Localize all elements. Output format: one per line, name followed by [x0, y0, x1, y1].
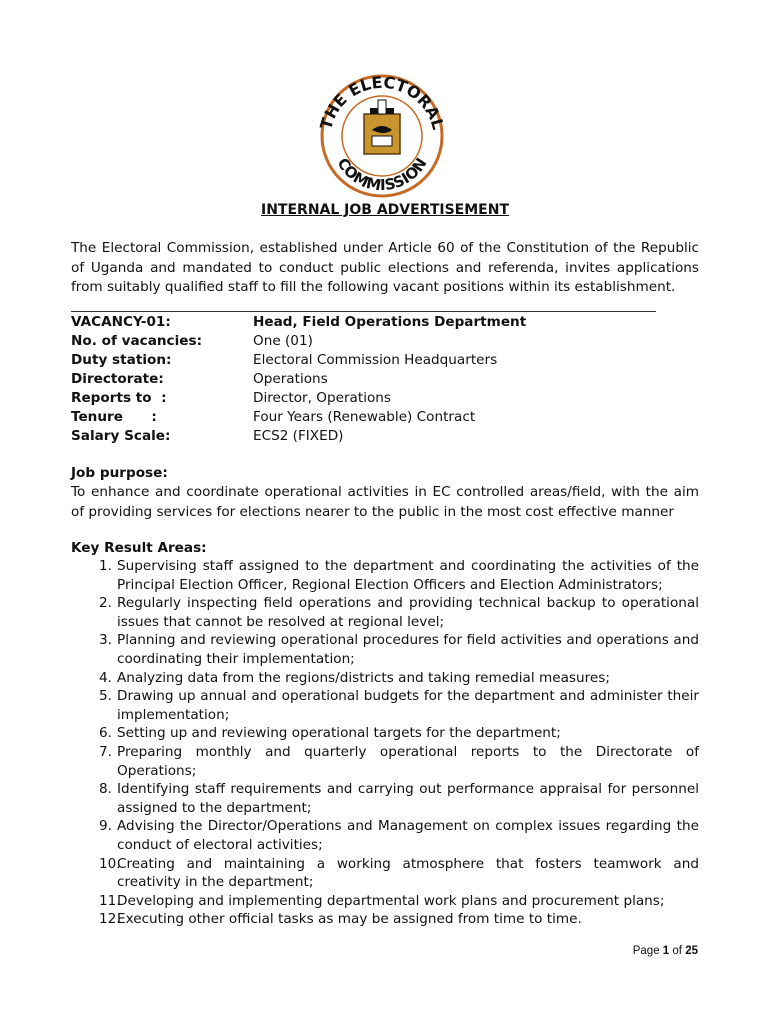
- field-row: [71, 389, 699, 408]
- list-number: 8.: [99, 781, 112, 798]
- list-item: [71, 780, 699, 817]
- field-label: No. of vacancies:: [71, 333, 203, 349]
- field-row: [71, 313, 699, 332]
- field-value: Operations: [253, 371, 328, 387]
- list-text: Planning and reviewing operational procedures for field activities and operations and coordinating their implementation;: [117, 632, 699, 667]
- list-item: [71, 724, 699, 743]
- list-number: 12.: [99, 911, 121, 928]
- list-text: Identifying staff requirements and carrying out performance appraisal for personnel assigned to the department;: [117, 781, 699, 816]
- page-word: Page: [632, 945, 660, 957]
- page-number: [633, 945, 698, 957]
- list-text: Creating and maintaining a working atmosphere that fosters teamwork and creativity in the department;: [117, 855, 699, 891]
- list-text: Drawing up annual and operational budgets for the department and administer their implementation;: [117, 688, 699, 723]
- field-label: Reports to :: [71, 390, 167, 406]
- list-text: Advising the Director/Operations and Management on complex issues regarding the conduct of electoral activities;: [117, 818, 699, 853]
- field-value: One (01): [253, 333, 313, 349]
- field-value: Four Years (Renewable) Contract: [253, 409, 476, 425]
- list-number: 5.: [99, 688, 112, 705]
- field-row: [71, 408, 699, 427]
- list-text: Executing other official tasks as may be assigned from time to time.: [117, 911, 582, 928]
- list-item: [71, 855, 699, 892]
- list-number: 2.: [99, 595, 112, 612]
- list-item: [71, 817, 699, 854]
- list-number: 4.: [99, 669, 112, 686]
- job-purpose-title: Job purpose:: [71, 465, 168, 481]
- key-result-areas-list: [71, 557, 699, 929]
- electoral-commission-logo: [312, 70, 452, 202]
- list-text: Preparing monthly and quarterly operational reports to the Directorate of Operations;: [117, 743, 699, 779]
- list-text: Analyzing data from the regions/districts and taking remedial measures;: [117, 669, 610, 686]
- list-text: Regularly inspecting field operations and providing technical backup to operational issues that cannot be resolved at regional level;: [117, 595, 699, 630]
- field-label: Tenure :: [71, 409, 157, 425]
- intro-paragraph: The Electoral Commission, established under Article 60 of the Constitution of the Republic of Uganda and mandated to conduct public elections and referenda, invites applications from suitably qualified staff to fill the following vacant positions within its establishment.: [71, 240, 699, 295]
- field-row: [71, 332, 699, 351]
- list-item: [71, 892, 699, 911]
- list-number: 3.: [99, 632, 112, 649]
- list-item: [71, 669, 699, 688]
- field-value: Electoral Commission Headquarters: [253, 352, 498, 368]
- current-page: 1: [662, 945, 670, 957]
- list-number: 9.: [99, 818, 112, 835]
- list-number: 10.: [99, 855, 121, 872]
- field-row: [71, 370, 699, 389]
- list-item: [71, 743, 699, 780]
- list-item: [71, 594, 699, 631]
- field-value: Director, Operations: [253, 390, 391, 406]
- of-word: of: [672, 945, 682, 957]
- list-item: [71, 910, 699, 929]
- list-number: 11.: [99, 892, 121, 909]
- svg-text:THE ELECTORAL: THE ELECTORAL: [316, 72, 448, 132]
- list-text: Developing and implementing departmental work plans and procurement plans;: [117, 892, 665, 909]
- field-value: Head, Field Operations Department: [253, 314, 527, 330]
- field-value: ECS2 (FIXED): [253, 428, 344, 444]
- total-pages: 25: [685, 945, 698, 957]
- field-label: Duty station:: [71, 352, 172, 368]
- list-text: Setting up and reviewing operational targets for the department;: [117, 725, 561, 742]
- list-item: [71, 687, 699, 724]
- list-item: [71, 631, 699, 668]
- svg-text:COMMISSION: COMMISSION: [333, 154, 431, 195]
- field-row: [71, 427, 699, 446]
- field-row: [71, 351, 699, 370]
- divider: [71, 311, 656, 312]
- key-result-areas-title: Key Result Areas:: [71, 540, 207, 556]
- list-number: 7.: [99, 743, 112, 760]
- field-label: VACANCY-01:: [71, 314, 171, 330]
- field-label: Directorate:: [71, 371, 164, 387]
- field-label: Salary Scale:: [71, 428, 171, 444]
- list-text: Supervising staff assigned to the department and coordinating the activities of the Principal Election Officer, Regional Election Officers and Election Administrators;: [117, 558, 699, 593]
- page-title: INTERNAL JOB ADVERTISEMENT: [261, 202, 509, 218]
- list-item: [71, 557, 699, 594]
- list-number: 6.: [99, 725, 112, 742]
- job-purpose-text: To enhance and coordinate operational activities in EC controlled areas/field, with the aim of providing services for elections nearer to the public in the most cost effective manner: [71, 484, 699, 520]
- list-number: 1.: [99, 558, 112, 574]
- vacancy-details: [71, 313, 699, 446]
